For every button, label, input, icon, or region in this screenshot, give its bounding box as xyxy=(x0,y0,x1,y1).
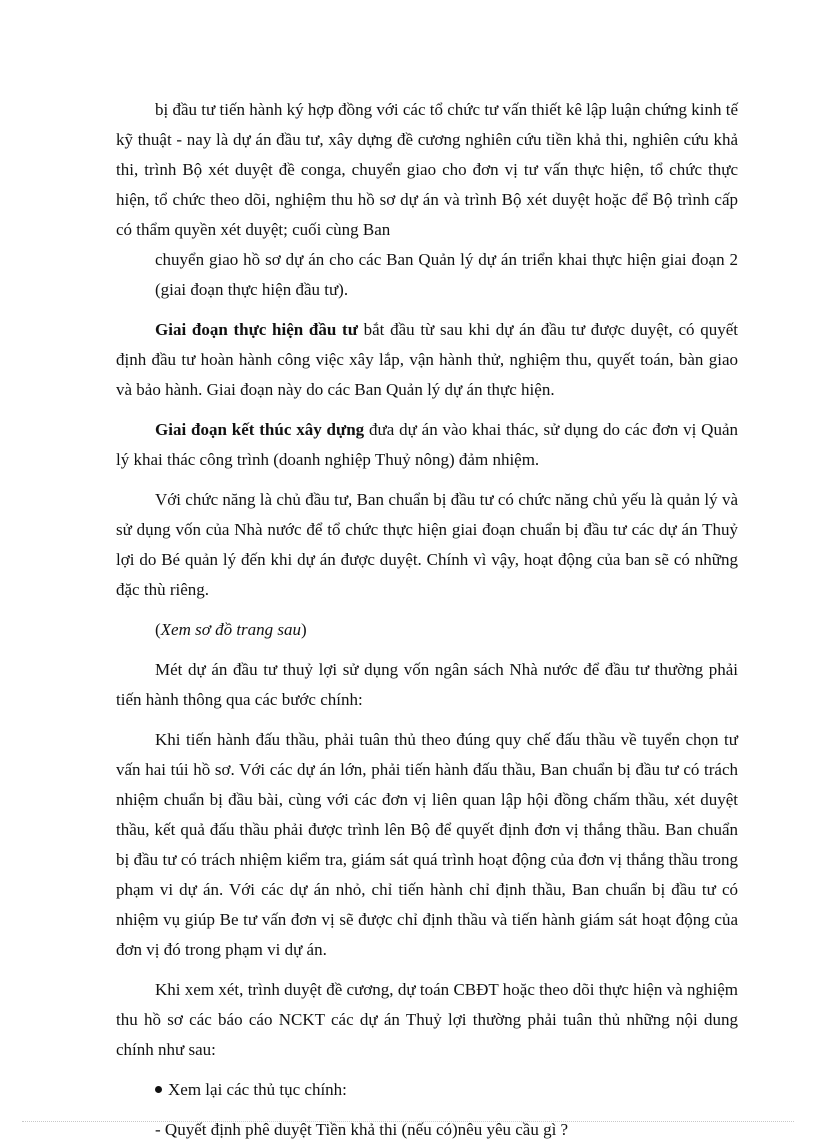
paragraph-2: chuyển giao hồ sơ dự án cho các Ban Quản lý dự án triển khai thực hiện giai đoạn 2 (giai đoạn thực hiện đầu tư). xyxy=(155,250,738,299)
bullet-icon xyxy=(155,1086,162,1093)
paren-close: ) xyxy=(301,620,307,639)
paragraph-7: Mét dự án đầu tư thuỷ lợi sử dụng vốn ngân sách Nhà nước để đầu tư thường phải tiến hành thông qua các bước chính: xyxy=(116,660,738,709)
bullet-item-1 xyxy=(155,1075,738,1105)
paragraph-5: Với chức năng là chủ đầu tư, Ban chuẩn bị đầu tư có chức năng chủ yếu là quản lý và sử dụng vốn của Nhà nước để tổ chức thực hiện giai đoạn chuẩn bị đầu tư các dự án Thuỷ lợi do Bé quản lý đến khi dự án được duyệt. Chính vì vậy, hoạt động của ban sẽ có những đặc thù riêng. xyxy=(116,490,738,599)
paragraph-4 xyxy=(116,415,738,475)
dash-item-1: - Quyết định phê duyệt Tiền khả thi (nếu có)nêu yêu cầu gì ? xyxy=(155,1120,569,1139)
paragraph-8: Khi tiến hành đấu thầu, phải tuân thủ theo đúng quy chế đấu thầu về tuyển chọn tư vấn hai túi hồ sơ. Với các dự án lớn, phải tiến hành đấu thầu, Ban chuẩn bị đầu tư có trách nhiệm chuẩn bị đầu bài, cùng với các đơn vị liên quan lập hội đồng chấm thầu, xét duyệt thầu, kết quả đấu thầu phải được trình lên Bộ để quyết định đơn vị thắng thầu. Ban chuẩn bị đầu tư có trách nhiệm kiểm tra, giám sát quá trình hoạt động của đơn vị thắng thầu trong phạm vi dự án. Với các dự án nhỏ, chỉ tiến hành chỉ định thầu, Ban chuẩn bị đầu tư có nhiệm vụ giúp Be tư vấn đơn vị sẽ được chỉ định thầu và tiến hành giám sát hoạt động của đơn vị đó trong phạm vi dự án. xyxy=(116,730,738,959)
paren-open: ( xyxy=(155,620,161,639)
paragraph-1: bị đầu tư tiến hành ký hợp đồng với các tổ chức tư vấn thiết kê lập luận chứng kinh tế kỹ thuật - nay là dự án đầu tư, xây dựng đề cương nghiên cứu tiền khả thi, nghiên cứu khả thi, trình Bộ xét duyệt đề conga, chuyển giao cho đơn vị tư vấn thực hiện, tổ chức thực hiện, tổ chức theo dõi, nghiệm thu hồ sơ dự án và trình Bộ xét duyệt hoặc để Bộ trình cấp có thẩm quyền xét duyệt; cuối cùng Ban xyxy=(116,100,738,239)
paragraph-3 xyxy=(116,315,738,405)
paragraph-9: Khi xem xét, trình duyệt đề cương, dự toán CBĐT hoặc theo dõi thực hiện và nghiệm thu hồ sơ các báo cáo NCKT các dự án Thuỷ lợi thường phải tuân thủ những nội dung chính như sau: xyxy=(116,980,738,1059)
document-page xyxy=(116,95,738,1145)
bullet-item-1-text: Xem lại các thủ tục chính: xyxy=(168,1080,347,1099)
see-diagram-note: Xem sơ đồ trang sau xyxy=(160,620,302,639)
paragraph-6 xyxy=(116,615,738,645)
paragraph-4-text: đưa dự án vào khai thác, sử dụng do các đơn vị Quản lý khai thác công trình (doanh nghiệp Thuỷ nông) đảm nhiệm. xyxy=(116,420,738,469)
heading-completion-phase: Giai đoạn kết thúc xây dựng xyxy=(155,420,365,439)
heading-implementation-phase: Giai đoạn thực hiện đầu tư xyxy=(155,320,358,339)
paragraph-3-text: bắt đầu từ sau khi dự án đầu tư được duyệt, có quyết định đầu tư hoàn hành công việc xây lắp, vận hành thử, nghiệm thu, quyết toán, bàn giao và bảo hành. Giai đoạn này do các Ban Quản lý dự án thực hiện. xyxy=(116,320,738,399)
page-bottom-divider xyxy=(22,1121,794,1122)
